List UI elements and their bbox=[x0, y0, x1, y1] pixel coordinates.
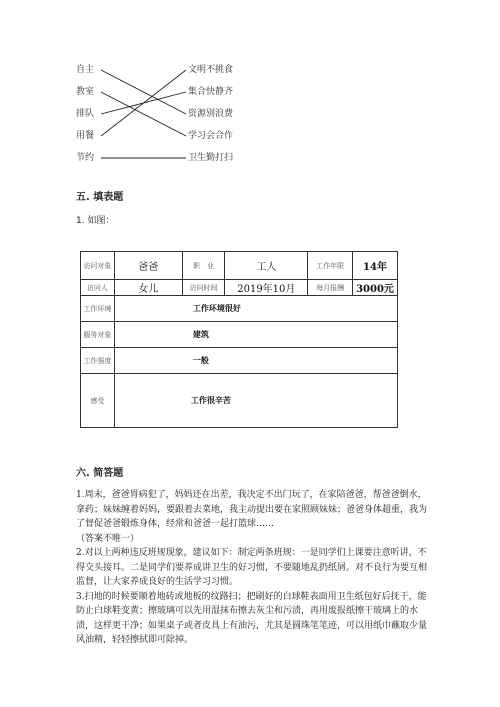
answer-3: 3.扫地的时候要顺着地砖或地板的纹路扫；把刷好的白球鞋表面用卫生纸包好后抚干，能防止白球鞋变黄；擦玻璃可以先用湿抹布擦去灰尘和污渍，再用废报纸擦干玻璃上的水渍，这样更干净；如果桌子或者皮具上有油污，尤其是圆珠笔笔迹，可以用纸巾蘸取少量风油精，轻轻擦拭即可除掉。 bbox=[76, 591, 428, 645]
table-cell-label: 工作强度 bbox=[81, 348, 115, 374]
table-cell-value: 工人 bbox=[225, 252, 308, 280]
table-cell-value: 2019年10月 bbox=[225, 280, 308, 296]
match-line bbox=[101, 70, 186, 114]
table-cell-label: 服务对象 bbox=[81, 322, 115, 348]
match-left-item: 排队 bbox=[76, 109, 95, 119]
table-cell-label: 工作年限 bbox=[308, 252, 353, 280]
table-cell-label: 访问时间 bbox=[182, 280, 225, 296]
answer-1-note: （答案不唯一） bbox=[76, 533, 140, 544]
table-cell-label: 访问人 bbox=[81, 280, 115, 296]
table-cell-label: 感受 bbox=[81, 374, 115, 428]
section-5-heading: 五. 填表题 bbox=[76, 192, 124, 203]
match-left-item: 用餐 bbox=[76, 131, 95, 141]
table-cell-value: 女儿 bbox=[114, 280, 182, 296]
answer-block bbox=[76, 488, 430, 648]
match-right-item: 学习会合作 bbox=[188, 131, 234, 141]
table-cell-value: 工作环境很好 bbox=[114, 296, 397, 322]
table-cell-label: 工作环境 bbox=[81, 296, 115, 322]
match-line bbox=[101, 92, 186, 136]
answer-1: 1.周末，爸爸胃病犯了，妈妈还在出差，我决定不出门玩了，在家陪爸爸，帮爸爸倒水，拿药；妹妹缠着妈妈，要跟着去菜地，我主动提出要在家照顾妹妹；爸爸身体超重，我为了督促爸爸锻炼身体，经常和爸爸一起打篮球…… bbox=[76, 490, 428, 529]
table-cell-value: 建筑 bbox=[114, 322, 397, 348]
match-right-item: 集合快静齐 bbox=[188, 87, 234, 97]
section-6-heading: 六. 简答题 bbox=[76, 468, 124, 479]
answer-2: 2.对以上两种违反班规现象，建议如下：制定两条班规：一是同学们上课要注意听讲，不得交头接耳。二是同学们要养成讲卫生的好习惯，不要随地乱扔纸屑。对不良行为要互相监督，让大家养成良好的生活学习习惯。 bbox=[76, 548, 428, 587]
table-cell-value: 爸爸 bbox=[114, 252, 182, 280]
section-5-item: 1. 如图： bbox=[76, 216, 115, 226]
table-row bbox=[81, 348, 398, 374]
matching-lines bbox=[0, 0, 500, 180]
table-cell-label: 访问对象 bbox=[81, 252, 115, 280]
table-cell-value: 工作很辛苦 bbox=[114, 374, 397, 428]
table-row bbox=[81, 374, 398, 428]
visit-table bbox=[80, 251, 398, 428]
table-cell-value: 3000元 bbox=[353, 280, 398, 296]
match-left-item: 自主 bbox=[76, 65, 95, 75]
table-row bbox=[81, 296, 398, 322]
table-row bbox=[81, 252, 398, 280]
table-cell-label: 职 业 bbox=[182, 252, 225, 280]
table-row bbox=[81, 322, 398, 348]
table-cell-value: 一般 bbox=[114, 348, 397, 374]
match-left-item: 节约 bbox=[76, 153, 95, 163]
match-line bbox=[101, 70, 186, 136]
table-cell-label: 每月报酬 bbox=[308, 280, 353, 296]
table-cell-value: 14年 bbox=[353, 252, 398, 280]
match-left-item: 教室 bbox=[76, 87, 95, 97]
table-row bbox=[81, 280, 398, 296]
match-right-item: 文明不挑食 bbox=[188, 65, 234, 75]
match-right-item: 卫生勤打扫 bbox=[188, 153, 234, 163]
match-right-item: 资源别浪费 bbox=[188, 109, 234, 119]
